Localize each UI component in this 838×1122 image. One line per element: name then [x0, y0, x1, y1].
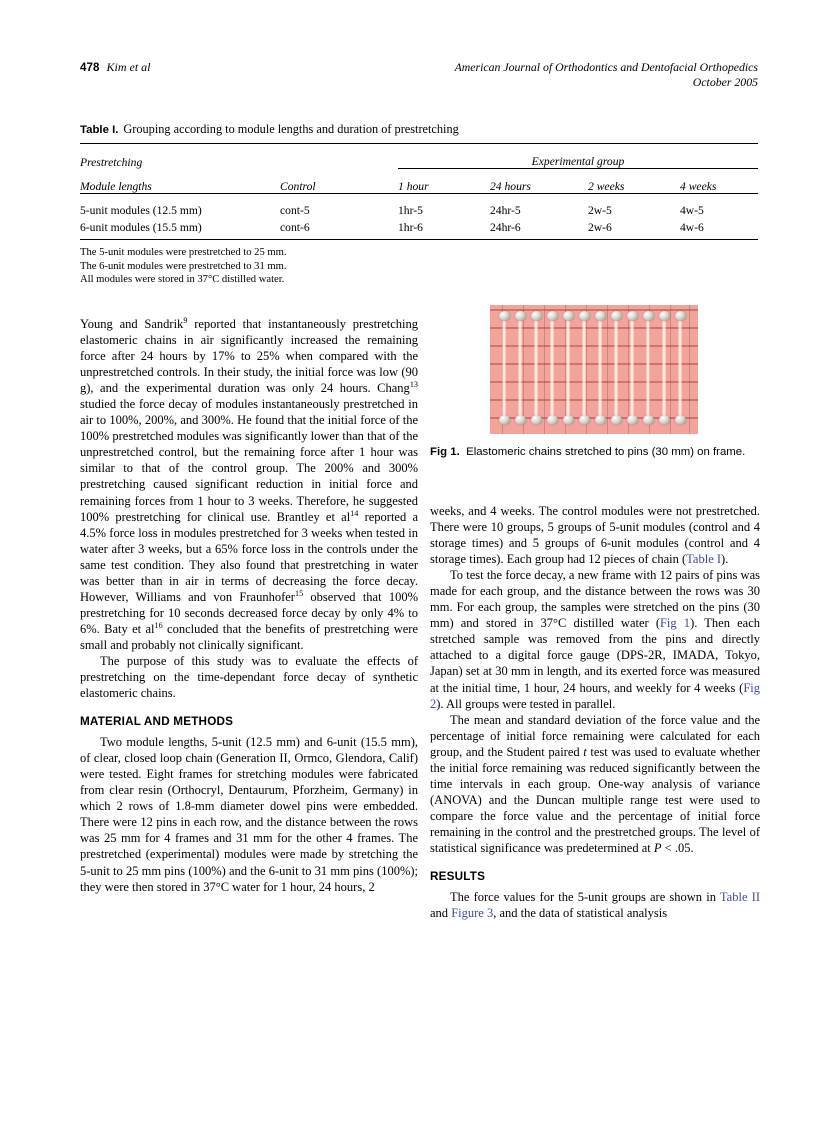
cell-module-length: 6-unit modules (15.5 mm)	[80, 221, 202, 234]
pin-icon	[579, 415, 590, 425]
running-head-left	[80, 60, 151, 75]
pin-icon	[531, 311, 542, 321]
reference-marker-9: 9	[183, 315, 188, 325]
text-run: reported that instantaneously prestretching elastomeric chains in air significantly increased the remaining force after 24 hours by 17% to 25% when compared with the unprestretched controls. In their study, the initial force was low (90 g), and the experimental duration was only 24 hours. Chang	[80, 317, 418, 396]
section-heading-material-and-methods: MATERIAL AND METHODS	[80, 715, 234, 729]
pin-icon	[547, 311, 558, 321]
paragraph-purpose: The purpose of this study was to evaluate the effects of prestretching on the time-dependant force decay of synthetic elastomeric chains.	[80, 653, 418, 701]
figure-caption-text: Elastomeric chains stretched to pins (30 mm) on frame.	[466, 446, 746, 458]
table-block	[80, 122, 758, 287]
cell-24-hours: 24hr-5	[490, 204, 521, 217]
xref-figure-3[interactable]: Figure 3	[451, 906, 494, 921]
pin-icon	[643, 311, 654, 321]
xref-table-1[interactable]: Table I	[686, 552, 722, 567]
cell-module-length: 5-unit modules (12.5 mm)	[80, 204, 202, 217]
cell-4-weeks: 4w-5	[680, 204, 704, 217]
text-run: The force values for the 5-unit groups are shown in	[450, 890, 720, 905]
text-run: ). All groups were tested in parallel.	[436, 696, 616, 711]
table-caption-text: Grouping according to module lengths and duration of prestretching	[123, 122, 459, 136]
pin-icon	[611, 311, 622, 321]
figure-label: Fig 1.	[430, 446, 460, 458]
table-footnote: The 5-unit modules were prestretched to 25 mm.	[80, 247, 287, 258]
reference-marker-14: 14	[350, 508, 359, 518]
text-run: ). Then each stretched sample was removed from the pins and directly attached to a digital force gauge (DPS-2R, IMADA, Tokyo, Japan) set at 30 mm in length, and its exerted force was measured at the initial time, 1 hour, 24 hours, and weekly for 4 weeks (	[430, 616, 760, 695]
figure-1-block	[430, 305, 760, 460]
italic-t: t	[583, 744, 587, 759]
paragraph-statistics	[430, 712, 760, 856]
paragraph-groups	[430, 503, 760, 567]
pin-icon	[659, 311, 670, 321]
table-footnote: All modules were stored in 37°C distilled water.	[80, 274, 285, 285]
cell-control: cont-5	[280, 204, 310, 217]
reference-marker-13: 13	[409, 380, 418, 390]
body-column-right	[430, 503, 760, 921]
pin-icon	[499, 415, 510, 425]
col-header-24-hours: 24 hours	[490, 180, 531, 193]
xref-table-2[interactable]: Table II	[719, 890, 760, 905]
paragraph-methods-1: Two module lengths, 5-unit (12.5 mm) and 6-unit (15.5 mm), of clear, closed loop chain (Generation II, Ormco, Glendora, Calif) were tested. Eight frames for stretching modules were fabricated from clear resin (Orthocryl, Dentaurum, Pforzheim, Germany) in which 2 rows of 1.8-mm diameter dowel pins were embedded. There were 12 pins in each row, and the distance between the rows was 25 mm for 4 frames and 31 mm for the other 4 frames. The prestretched (experimental) modules were made by stretching the 5-unit to 25 mm pins (100%) and the 6-unit to 31 mm pins (100%); they were then stored in 37°C water for 1 hour, 24 hours, 2	[80, 735, 418, 894]
pin-icon	[595, 311, 606, 321]
text-run: concluded that the benefits of prestretching were small and probably not clinically significant.	[80, 621, 418, 652]
text-run: The mean and standard deviation of the force value and the percentage of initial force remaining were calculated for each group, and the Student paired	[430, 712, 760, 759]
pin-icon	[675, 415, 686, 425]
pin-icon	[563, 311, 574, 321]
pin-icon	[515, 415, 526, 425]
table-footnotes	[80, 246, 758, 287]
pin-icon	[531, 415, 542, 425]
running-head	[80, 60, 758, 100]
figure-1-image	[490, 305, 698, 434]
cell-1-hour: 1hr-5	[398, 204, 423, 217]
pin-icon	[563, 415, 574, 425]
xref-fig-2[interactable]: Fig 2	[430, 680, 760, 711]
stub-header-module-lengths: Module lengths	[80, 180, 152, 193]
journal-title: American Journal of Orthodontics and Dentofacial Orthopedics	[454, 60, 758, 74]
body-column-left	[80, 316, 418, 895]
col-header-4-weeks: 4 weeks	[680, 180, 717, 193]
pin-icon	[515, 311, 526, 321]
section-heading-results: RESULTS	[430, 870, 486, 884]
col-header-2-weeks: 2 weeks	[588, 180, 625, 193]
pin-icon	[611, 415, 622, 425]
experimental-group-header: Experimental group	[398, 144, 758, 169]
cell-24-hours: 24hr-6	[490, 221, 521, 234]
table-label: Table I.	[80, 124, 119, 136]
pin-icon	[675, 311, 686, 321]
table-footnote: The 6-unit modules were prestretched to 31 mm.	[80, 260, 287, 272]
table-caption	[80, 122, 758, 137]
text-run: Young and Sandrik	[80, 317, 184, 331]
figure-1-caption	[430, 445, 760, 460]
pin-icon	[595, 415, 606, 425]
paragraph-results-1	[430, 889, 760, 921]
col-header-1-hour: 1 hour	[398, 180, 429, 193]
col-header-control: Control	[280, 180, 316, 193]
text-run: weeks, and 4 weeks. The control modules were not prestretched. There were 10 groups, 5 groups of 5-unit modules (control and 4 storage times) and 5 groups of 6-unit modules (control and 4 storage times). Each group had 12 pieces of chain (	[430, 504, 760, 567]
pin-icon	[627, 311, 638, 321]
stub-header-prestretching: Prestretching	[80, 144, 280, 169]
text-run: , and the data of statistical analysis	[493, 906, 668, 921]
text-run: To test the force decay, a new frame with 12 pairs of pins was made for each group, and the distance between the rows was 30 mm. For each group, the samples were stretched on the pins (30 mm) and stored in 37°C distilled water (	[430, 568, 760, 631]
reference-marker-15: 15	[294, 588, 304, 598]
cell-4-weeks: 4w-6	[680, 221, 704, 234]
italic-p: P	[653, 840, 662, 855]
text-run: ).	[721, 552, 729, 567]
text-run: observed that 100% prestretching for 10 seconds decreased force decay by only 4% to 6%. Baty et al	[80, 589, 419, 636]
pin-icon	[659, 415, 670, 425]
pin-icon	[547, 415, 558, 425]
table-row	[80, 217, 758, 240]
cell-2-weeks: 2w-6	[588, 221, 612, 234]
cell-1-hour: 1hr-6	[398, 221, 423, 234]
table-header-row-span	[80, 144, 758, 169]
issue-date: October 2005	[692, 75, 758, 89]
text-run: studied the force decay of modules instantaneously prestretched in air to 100%, 200%, and 300%. He found that the initial force of the 100% prestretched modules was significantly lower than that of the unprestretched control, but the remaining force after 1 hour was similar to that of the control group. The 200% and 300% prestretching caused significant reduction in initial force and remaining forces from 1 hour to 3 weeks. Therefore, he suggested 100% prestretching for clinical use. Brantley et al	[80, 397, 418, 524]
page-number: 478	[80, 62, 100, 74]
cell-control: cont-6	[280, 221, 310, 234]
paragraph-literature-review	[80, 316, 418, 653]
text-run: reported a 4.5% force loss in modules prestretched for 3 weeks when tested in water after 3 weeks, but a 65% force loss in the controls under the same test condition. They also found that prestretching in water was better than in air in terms of decreasing the force decay. However, Williams and von Fraunhofer	[80, 509, 418, 604]
pin-icon	[627, 415, 638, 425]
text-run: and	[430, 906, 452, 921]
reference-marker-16: 16	[154, 620, 163, 630]
running-head-right	[455, 60, 758, 90]
text-run: test was used to evaluate whether the initial force remaining was reduced significantly between the time intervals in each group. One-way analysis of variance (ANOVA) and the Duncan multiple range test were used to compare the force value and the percentage of initial force remaining in the control and the prestretched groups. The level of statistical significance was predetermined at	[430, 744, 760, 855]
pin-icon	[643, 415, 654, 425]
spacer-cell	[280, 144, 398, 169]
text-run: < .05.	[661, 840, 694, 855]
pin-icon	[499, 311, 510, 321]
paragraph-force-decay-test	[430, 567, 760, 711]
pin-icon	[579, 311, 590, 321]
table-header-row-cols	[80, 169, 758, 194]
cell-2-weeks: 2w-5	[588, 204, 612, 217]
running-head-authors: Kim et al	[106, 60, 151, 74]
grouping-table	[80, 143, 758, 240]
xref-fig-1[interactable]: Fig 1	[659, 616, 691, 631]
table-row	[80, 194, 758, 218]
